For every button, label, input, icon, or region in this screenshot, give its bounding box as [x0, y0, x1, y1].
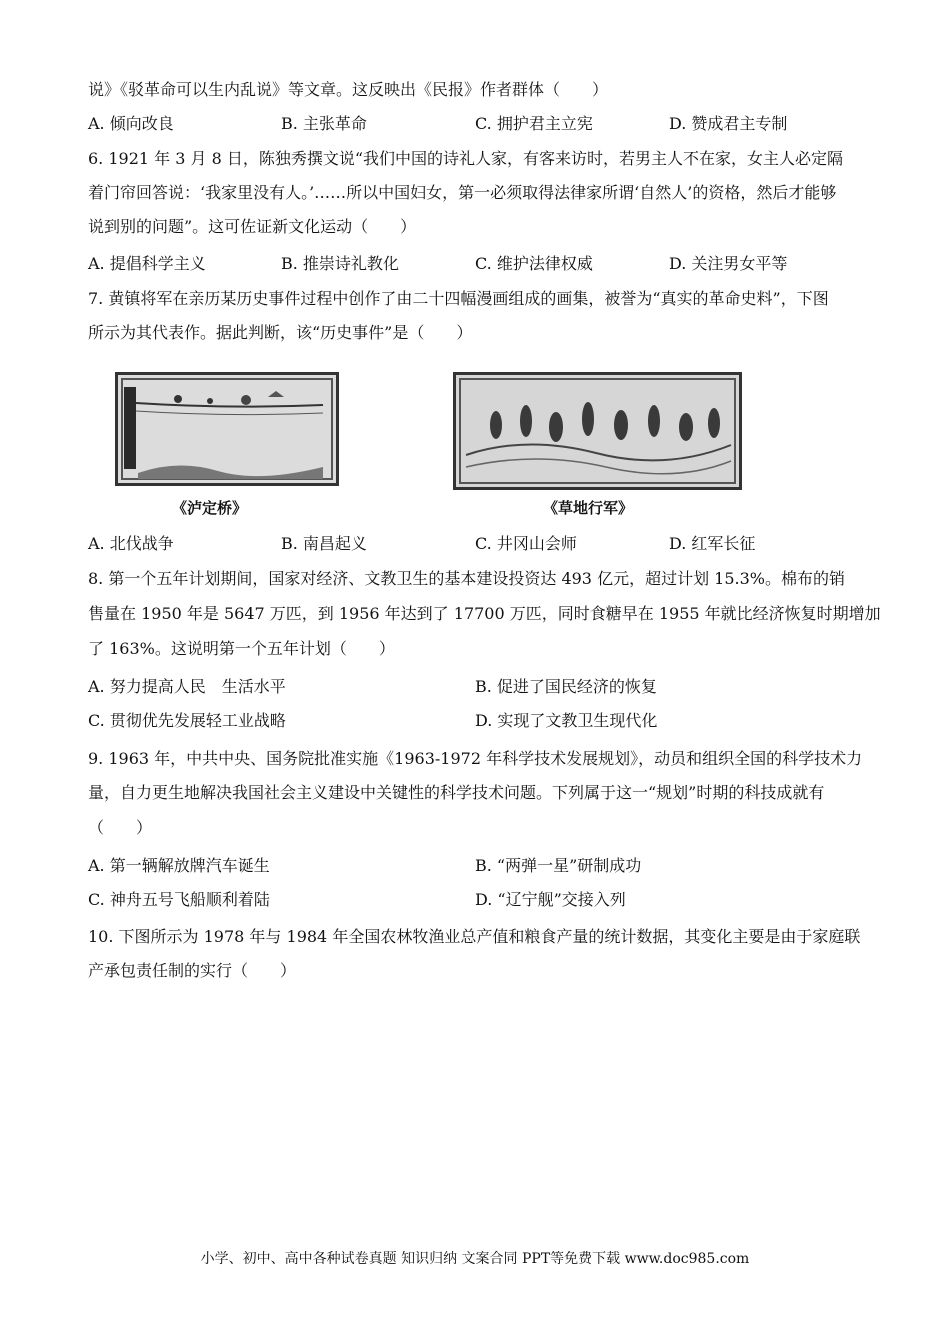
q7-stem-line: 所示为其代表作。据此判断，该“历史事件”是（ ） [88, 323, 473, 342]
q5-option-a: A. 倾向改良 [88, 114, 174, 133]
figure-caption-luding-bridge: 《泸定桥》 [172, 499, 248, 517]
q6-option-a: A. 提倡科学主义 [88, 254, 206, 273]
q8-stem-line: 售量在 1950 年是 5647 万匹，到 1956 年达到了 17700 万匹，同时食糖早在 1955 年就比经济恢复时期增加 [88, 604, 881, 623]
q7-option-c: C. 井冈山会师 [475, 534, 577, 553]
q8-option-a: A. 努力提高人民 生活水平 [88, 677, 286, 696]
q9-stem-line: （ ） [88, 818, 153, 837]
q8-option-d: D. 实现了文教卫生现代化 [475, 711, 658, 730]
page-footer: 小学、初中、高中各种试卷真题 知识归纳 文案合同 PPT等免费下载 www.doc985.com [200, 1251, 750, 1267]
q5-option-c: C. 拥护君主立宪 [475, 114, 593, 133]
q7-stem-line: 7. 黄镇将军在亲历某历史事件过程中创作了由二十四幅漫画组成的画集，被誉为“真实的革命史料”，下图 [88, 289, 829, 308]
bridge-illustration [118, 375, 336, 483]
q5-option-d: D. 赞成君主专制 [669, 114, 788, 133]
q9-option-d: D. “辽宁舰”交接入列 [475, 890, 626, 909]
q6-stem-line: 6. 1921 年 3 月 8 日，陈独秀撰文说“我们中国的诗礼人家，有客来访时，若男主人不在家，女主人必定隔 [88, 149, 844, 168]
q8-option-b: B. 促进了国民经济的恢复 [475, 677, 657, 696]
q7-option-a: A. 北伐战争 [88, 534, 174, 553]
q6-stem-line: 说到别的问题”。这可佐证新文化运动（ ） [88, 217, 417, 236]
q6-option-d: D. 关注男女平等 [669, 254, 788, 273]
grassland-march-woodcut [453, 372, 742, 490]
q6-option-b: B. 推崇诗礼教化 [281, 254, 399, 273]
q9-stem-line: 9. 1963 年，中共中央、国务院批准实施《1963-1972 年科学技术发展规划》，动员和组织全国的科学技术力 [88, 749, 863, 768]
q10-stem-line: 10. 下图所示为 1978 年与 1984 年全国农林牧渔业总产值和粮食产量的统计数据，其变化主要是由于家庭联 [88, 927, 861, 946]
q9-option-c: C. 神舟五号飞船顺利着陆 [88, 890, 270, 909]
q5-option-b: B. 主张革命 [281, 114, 367, 133]
q6-option-c: C. 维护法律权威 [475, 254, 593, 273]
figure-caption-grassland-march: 《草地行军》 [543, 499, 634, 517]
q7-option-d: D. 红军长征 [669, 534, 756, 553]
q9-stem-line: 量，自力更生地解决我国社会主义建设中关键性的科学技术问题。下列属于这一“规划”时期的科技成就有 [88, 783, 825, 802]
q5-stem-line: 说》《驳革命可以生内乱说》等文章。这反映出《民报》作者群体（ ） [88, 80, 609, 99]
q9-option-a: A. 第一辆解放牌汽车诞生 [88, 856, 270, 875]
q8-option-c: C. 贯彻优先发展轻工业战略 [88, 711, 286, 730]
q10-stem-line: 产承包责任制的实行（ ） [88, 961, 297, 980]
luding-bridge-woodcut [115, 372, 339, 486]
q9-option-b: B. “两弹一星”研制成功 [475, 856, 642, 875]
march-illustration [456, 375, 739, 487]
q7-option-b: B. 南昌起义 [281, 534, 367, 553]
q8-stem-line: 8. 第一个五年计划期间，国家对经济、文教卫生的基本建设投资达 493 亿元，超过计划 15.3%。棉布的销 [88, 569, 845, 588]
q8-stem-line: 了 163%。这说明第一个五年计划（ ） [88, 639, 395, 658]
q6-stem-line: 着门帘回答说：‘我家里没有人。’……所以中国妇女，第一必须取得法律家所谓‘自然人’的资格，然后才能够 [88, 183, 837, 202]
